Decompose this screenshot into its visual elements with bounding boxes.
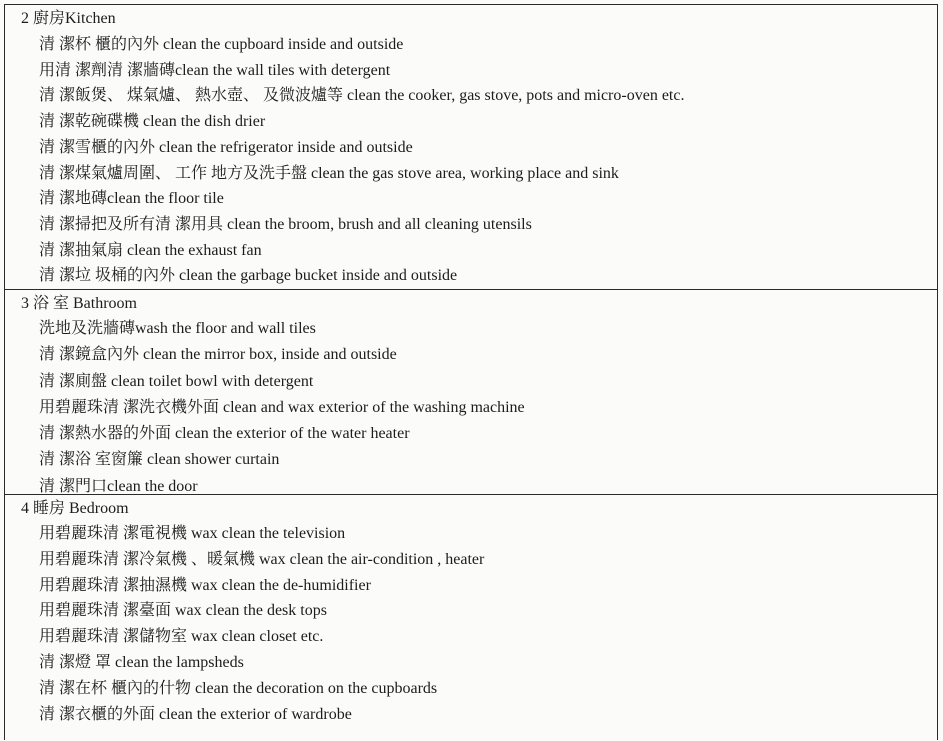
- task-item: 用清 潔劑清 潔牆磚clean the wall tiles with detergent: [39, 61, 391, 79]
- task-item: 洗地及洗牆磚wash the floor and wall tiles: [39, 320, 316, 337]
- section-kitchen: [5, 5, 937, 290]
- task-list: [39, 316, 525, 500]
- task-item: 清 潔衣櫃的外面 clean the exterior of wardrobe: [39, 705, 352, 723]
- task-item: 清 潔雪櫃的內外 clean the refrigerator inside and outside: [39, 138, 413, 156]
- section-heading: 3 浴 室 Bathroom: [21, 295, 137, 312]
- section-bathroom: [5, 290, 937, 495]
- section-bedroom: [5, 495, 937, 741]
- task-item: 用碧麗珠清 潔臺面 wax clean the desk tops: [39, 602, 327, 620]
- task-item: 清 潔熱水器的外面 clean the exterior of the water heater: [39, 425, 410, 443]
- task-item: 清 潔掃把及所有清 潔用具 clean the broom, brush and all cleaning utensils: [39, 215, 532, 233]
- task-item: 用碧麗珠清 潔冷氣機 、暖氣機 wax clean the air-condition , heater: [39, 550, 485, 568]
- task-item: 用碧麗珠清 潔洗衣機外面 clean and wax exterior of the washing machine: [39, 398, 525, 416]
- task-item: 清 潔燈 罩 clean the lampsheds: [39, 653, 244, 671]
- task-item: 用碧麗珠清 潔電視機 wax clean the television: [39, 525, 346, 542]
- task-item: 用碧麗珠清 潔抽濕機 wax clean the de-humidifier: [39, 576, 371, 594]
- task-item: 清 潔門口clean the door: [39, 477, 198, 495]
- task-item: 清 潔垃 圾桶的內外 clean the garbage bucket inside and outside: [39, 267, 458, 285]
- task-item: 清 潔煤氣爐周圍、 工作 地方及洗手盤 clean the gas stove area, working place and sink: [39, 164, 619, 182]
- task-item: 清 潔在杯 櫃內的什物 clean the decoration on the cupboards: [39, 679, 438, 697]
- task-item: 清 潔抽氣扇 clean the exhaust fan: [39, 241, 262, 259]
- task-list: [39, 32, 684, 289]
- task-item: 用碧麗珠清 潔儲物室 wax clean closet etc.: [39, 628, 324, 646]
- task-item: 清 潔廁盤 clean toilet bowl with detergent: [39, 372, 314, 390]
- task-item: 清 潔鏡盒內外 clean the mirror box, inside and outside: [39, 346, 397, 364]
- task-item: 清 潔地磚clean the floor tile: [39, 190, 224, 208]
- task-item: 清 潔杯 櫃的內外 clean the cupboard inside and outside: [39, 36, 404, 53]
- task-item: 清 潔飯煲、 煤氣爐、 熱水壺、 及微波爐等 clean the cooker, gas stove, pots and micro-oven etc.: [39, 87, 685, 105]
- task-item: 清 潔乾碗碟機 clean the dish drier: [39, 113, 266, 131]
- section-heading: 4 睡房 Bedroom: [21, 500, 129, 517]
- task-item: 清 潔浴 室窗簾 clean shower curtain: [39, 451, 280, 469]
- cleaning-checklist-table: [4, 4, 938, 740]
- section-heading: 2 廚房Kitchen: [21, 10, 116, 27]
- task-list: [39, 521, 484, 727]
